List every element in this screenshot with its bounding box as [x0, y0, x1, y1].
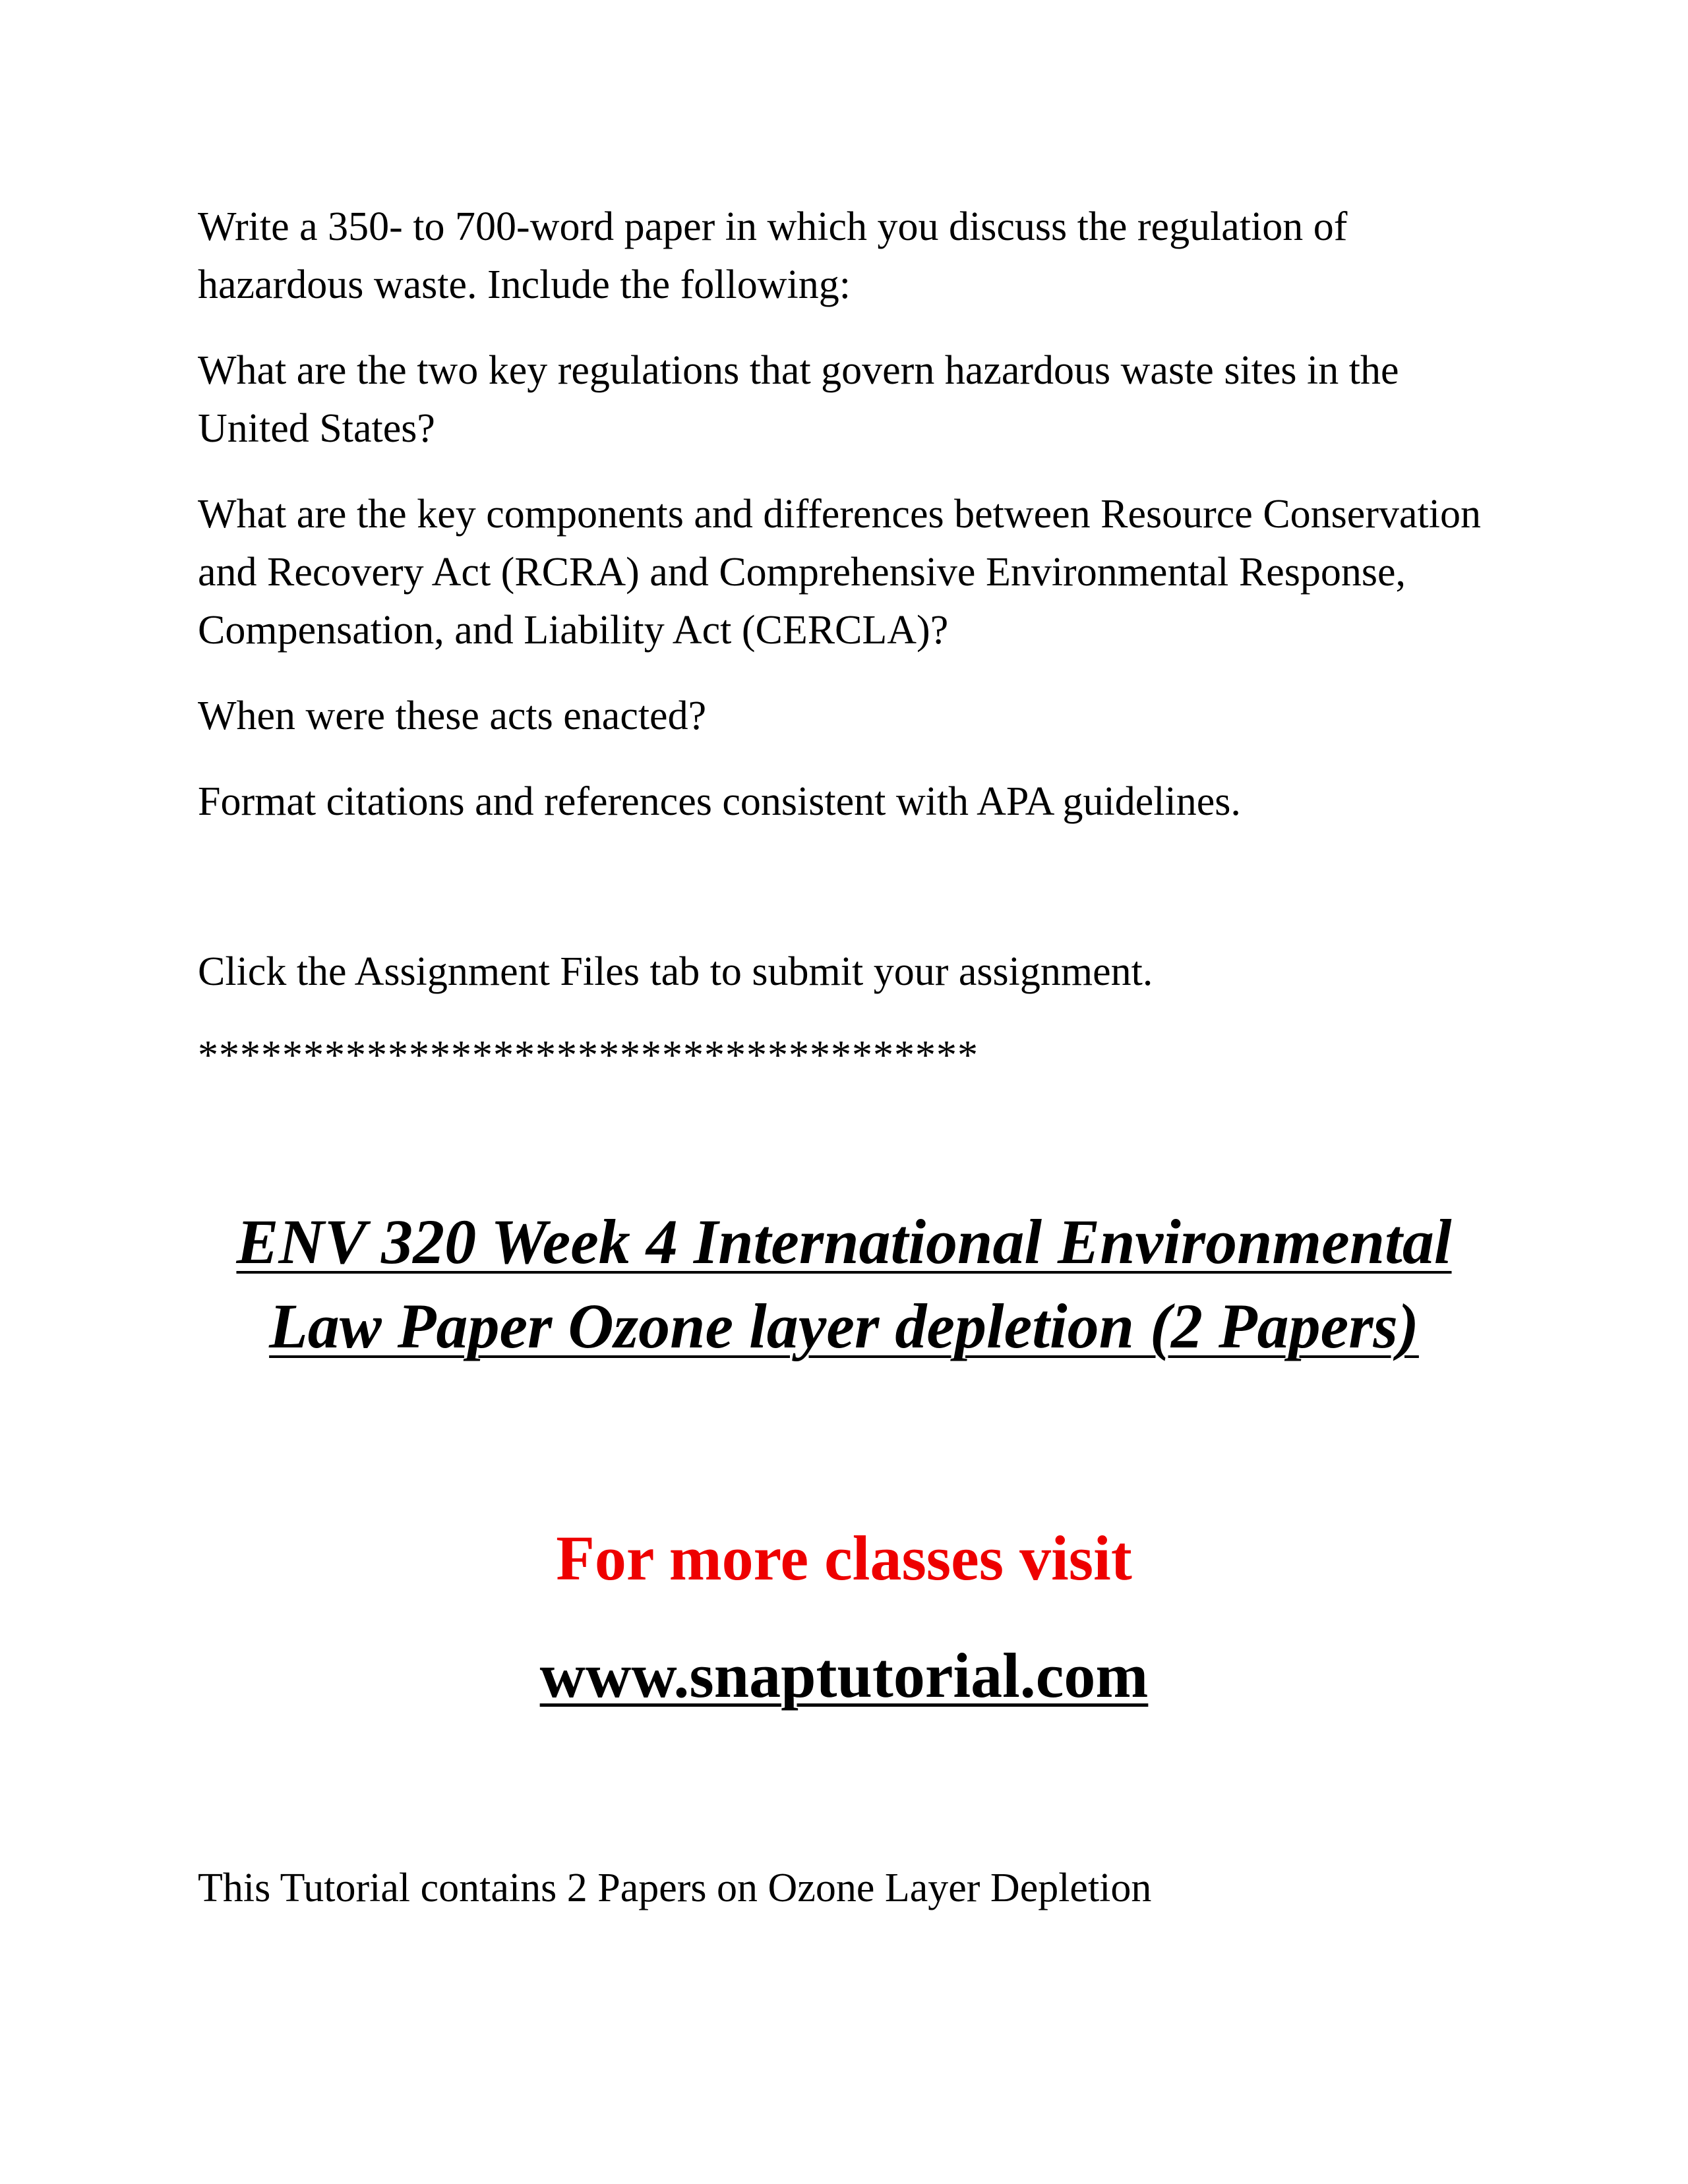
promo-text: For more classes visit	[556, 1523, 1132, 1593]
question-components-differences: What are the key components and differences between Resource Conservation and Recovery Act (RCRA) and Comprehensive Environmental Response, Compensation, and Liability Act (CERCLA)?	[198, 492, 1481, 653]
question-key-regulations: What are the two key regulations that govern hazardous waste sites in the United States?	[198, 348, 1399, 451]
separator-asterisks: *************************************	[198, 1033, 979, 1078]
format-note: Format citations and references consistent with APA guidelines.	[198, 779, 1241, 824]
assignment-instructions: Write a 350- to 700-word paper in which you discuss the regulation of hazardous waste. Include the following:	[198, 204, 1348, 307]
course-title-link[interactable]: ENV 320 Week 4 International Environmental Law Paper Ozone layer depletion (2 Papers)	[236, 1206, 1452, 1361]
website-link[interactable]: www.snaptutorial.com	[539, 1640, 1149, 1711]
submit-note: Click the Assignment Files tab to submit your assignment.	[198, 949, 1153, 994]
tutorial-contents-note: This Tutorial contains 2 Papers on Ozone Layer Depletion	[198, 1866, 1152, 1910]
question-enactment: When were these acts enacted?	[198, 694, 707, 738]
